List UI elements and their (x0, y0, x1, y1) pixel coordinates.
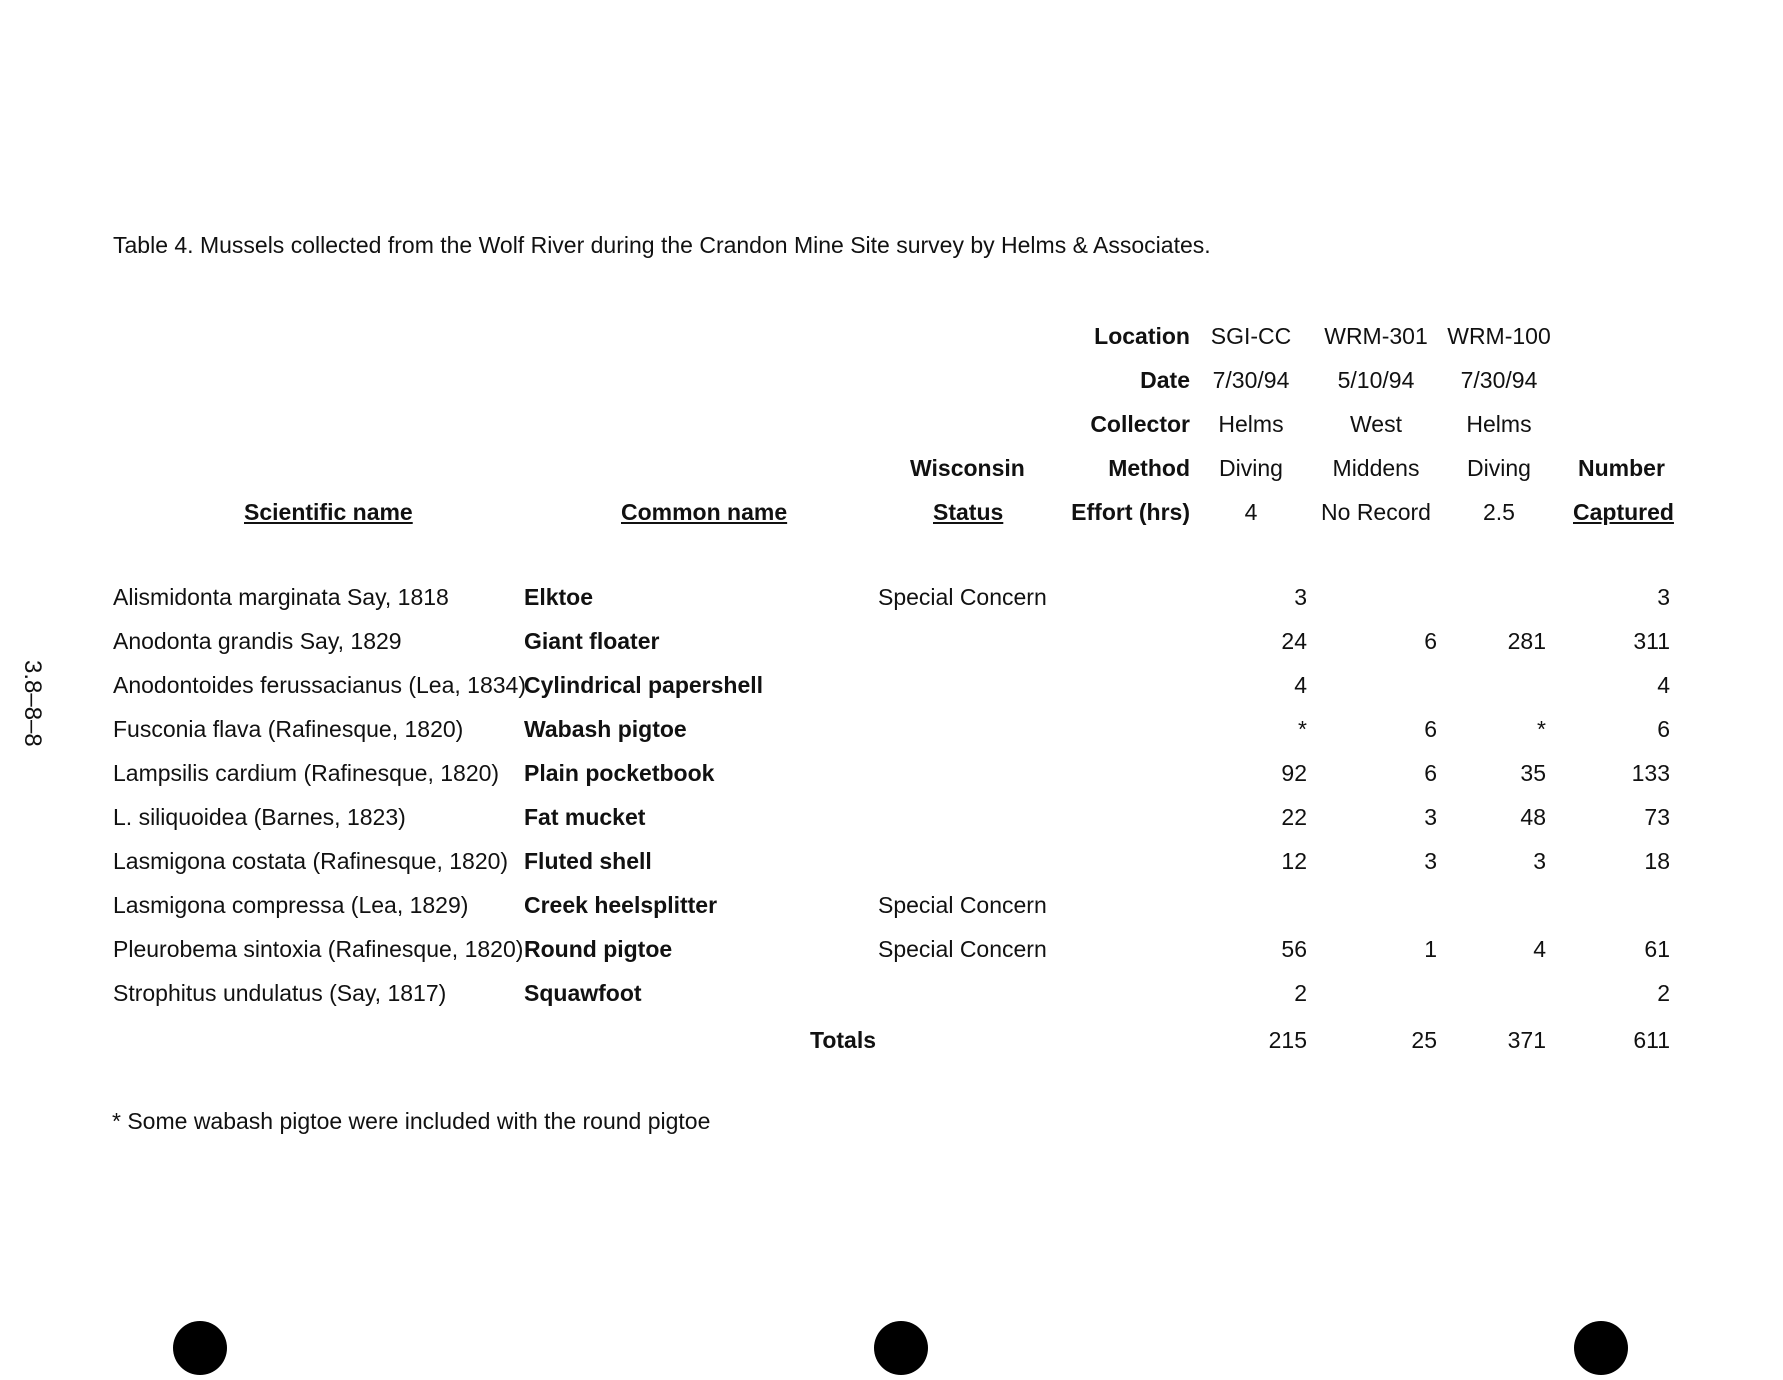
header-label-effort: Effort (hrs) (1071, 499, 1190, 525)
common-name: Squawfoot (524, 980, 642, 1006)
count-wrm301: 3 (1424, 848, 1437, 874)
header-value: Diving (1467, 455, 1531, 481)
common-name: Plain pocketbook (524, 760, 715, 786)
totals-captured: 611 (1633, 1027, 1670, 1053)
count-wrm301: 1 (1424, 936, 1437, 962)
totals-label: Totals (810, 1027, 877, 1053)
count-sgi: 12 (1281, 848, 1307, 874)
scientific-name: Alismidonta marginata Say, 1818 (113, 584, 449, 610)
binder-hole-center (874, 1321, 928, 1375)
common-name: Fluted shell (524, 848, 652, 874)
wisconsin-status: Special Concern (878, 584, 1047, 610)
table-title: Table 4. Mussels collected from the Wolf River during the Crandon Mine Site survey by Helms & Associates. (113, 232, 1211, 258)
scientific-name: Strophitus undulatus (Say, 1817) (113, 980, 447, 1006)
binder-hole-left (173, 1321, 227, 1375)
count-sgi: 2 (1294, 980, 1307, 1006)
count-sgi: 92 (1281, 760, 1307, 786)
col-header-scientific: Scientific name (244, 499, 413, 525)
count-sgi: 56 (1281, 936, 1307, 962)
common-name: Elktoe (524, 584, 594, 610)
scientific-name: Fusconia flava (Rafinesque, 1820) (113, 716, 464, 742)
totals-sgi: 215 (1268, 1027, 1307, 1053)
header-value: West (1350, 411, 1402, 437)
common-name: Wabash pigtoe (524, 716, 687, 742)
scientific-name: Anodonta grandis Say, 1829 (113, 628, 402, 654)
count-total: 18 (1644, 848, 1670, 874)
scientific-name: L. siliquoidea (Barnes, 1823) (113, 804, 406, 830)
common-name: Cylindrical papershell (524, 672, 764, 698)
count-total: 2 (1657, 980, 1670, 1006)
common-name: Fat mucket (524, 804, 646, 830)
count-total: 133 (1631, 760, 1670, 786)
count-total: 311 (1633, 628, 1670, 654)
totals-wrm100: 371 (1507, 1027, 1546, 1053)
common-name: Giant floater (524, 628, 660, 654)
count-wrm100: 281 (1507, 628, 1546, 654)
header-value: WRM-100 (1447, 323, 1551, 349)
count-sgi: 22 (1281, 804, 1307, 830)
col-header-number-line1: Number (1578, 455, 1665, 481)
header-value: 4 (1244, 499, 1258, 525)
footnote: * Some wabash pigtoe were included with the round pigtoe (112, 1108, 711, 1134)
header-label-method: Method (1108, 455, 1190, 481)
count-wrm301: 6 (1424, 760, 1437, 786)
count-sgi: * (1298, 716, 1307, 742)
count-wrm100: 35 (1520, 760, 1546, 786)
header-label-collector: Collector (1090, 411, 1190, 437)
count-wrm100: 4 (1533, 936, 1546, 962)
count-total: 73 (1644, 804, 1670, 830)
wisconsin-status: Special Concern (878, 892, 1047, 918)
count-wrm301: 3 (1424, 804, 1437, 830)
count-sgi: 24 (1281, 628, 1307, 654)
header-value: Diving (1219, 455, 1283, 481)
common-name: Creek heelsplitter (524, 892, 718, 918)
header-label-date: Date (1140, 367, 1190, 393)
col-header-common: Common name (621, 499, 788, 525)
header-value: 7/30/94 (1460, 367, 1538, 393)
count-total: 61 (1644, 936, 1670, 962)
header-value: 5/10/94 (1337, 367, 1415, 393)
scientific-name: Lasmigona costata (Rafinesque, 1820) (113, 848, 509, 874)
count-total: 4 (1657, 672, 1670, 698)
header-value: Helms (1218, 411, 1284, 437)
count-wrm301: 6 (1424, 628, 1437, 654)
header-label-location: Location (1094, 323, 1190, 349)
col-header-status-line1: Wisconsin (910, 455, 1025, 481)
binder-hole-right (1574, 1321, 1628, 1375)
count-total: 6 (1657, 716, 1670, 742)
count-total: 3 (1657, 584, 1670, 610)
header-value: WRM-301 (1324, 323, 1428, 349)
count-wrm100: 48 (1520, 804, 1546, 830)
col-header-status-line2: Status (933, 499, 1004, 525)
scientific-name: Pleurobema sintoxia (Rafinesque, 1820) (113, 936, 524, 962)
header-value: No Record (1321, 499, 1431, 525)
scientific-name: Anodontoides ferussacianus (Lea, 1834) (113, 672, 527, 698)
scientific-name: Lasmigona compressa (Lea, 1829) (113, 892, 469, 918)
header-value: SGI-CC (1210, 323, 1292, 349)
count-wrm100: 3 (1533, 848, 1546, 874)
header-value: 7/30/94 (1212, 367, 1290, 393)
count-wrm100: * (1537, 716, 1546, 742)
count-wrm301: 6 (1424, 716, 1437, 742)
common-name: Round pigtoe (524, 936, 673, 962)
header-value: Helms (1466, 411, 1532, 437)
count-sgi: 3 (1294, 584, 1307, 610)
page-number: 3.8–8–8 (19, 660, 46, 747)
wisconsin-status: Special Concern (878, 936, 1047, 962)
count-sgi: 4 (1294, 672, 1307, 698)
header-value: Middens (1332, 455, 1420, 481)
totals-wrm301: 25 (1411, 1027, 1437, 1053)
col-header-number-line2: Captured (1573, 499, 1674, 525)
scientific-name: Lampsilis cardium (Rafinesque, 1820) (113, 760, 500, 786)
header-value: 2.5 (1483, 499, 1515, 525)
